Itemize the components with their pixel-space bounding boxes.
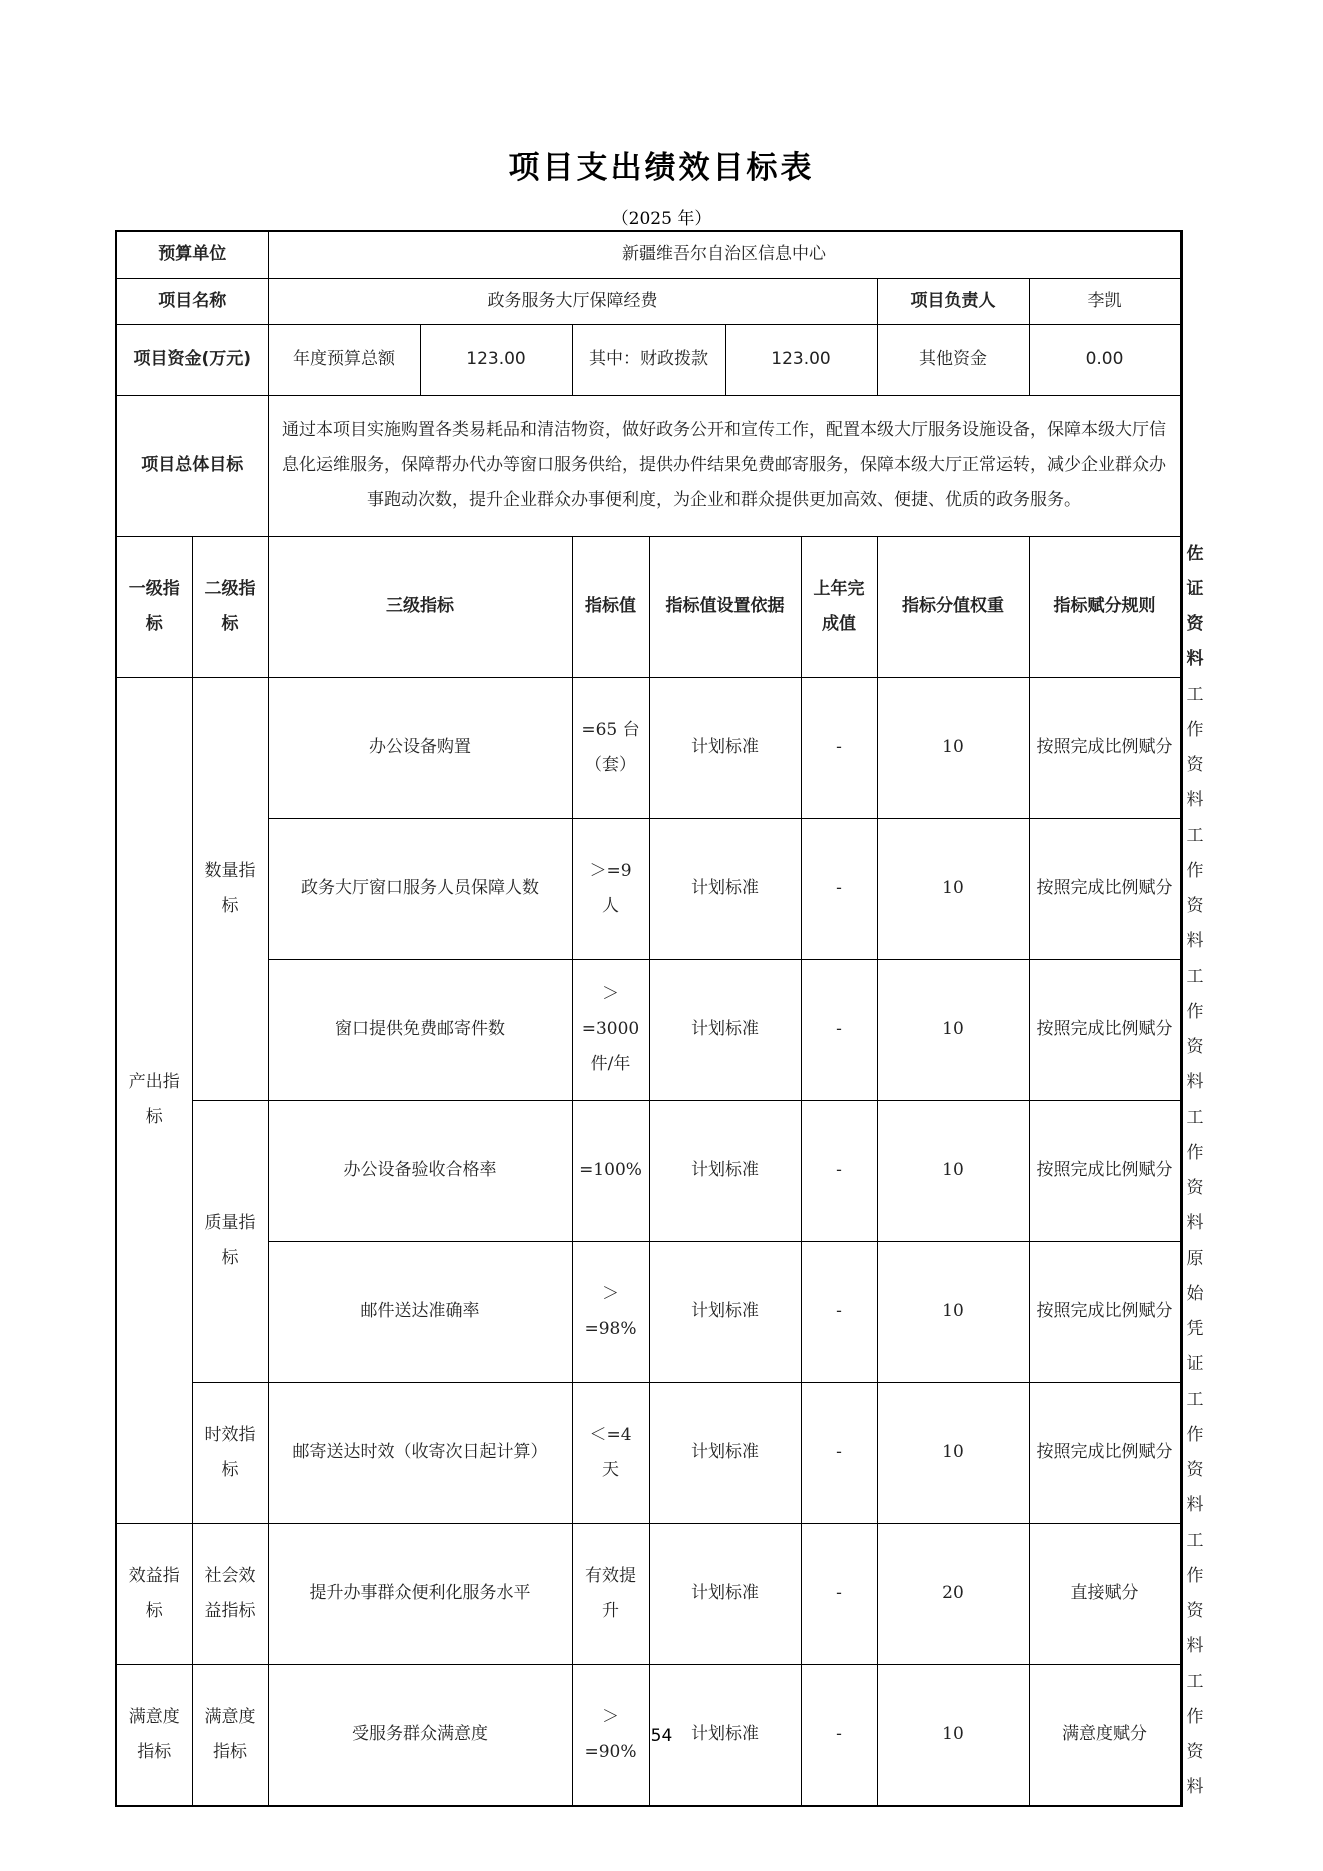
basis-cell: 计划标准 — [649, 1523, 801, 1664]
last-year-cell: - — [801, 818, 877, 959]
value-cell: ＞ =98% — [572, 1241, 649, 1382]
col-level3-header: 三级指标 — [268, 536, 572, 677]
group-timeliness: 时效指标 — [192, 1382, 268, 1523]
indicator-cell: 邮寄送达时效（收寄次日起计算） — [268, 1382, 572, 1523]
page-number: 54 — [650, 1726, 673, 1746]
col-basis-header: 指标值设置依据 — [649, 536, 801, 677]
value-cell: 有效提升 — [572, 1523, 649, 1664]
project-name-label: 项目名称 — [116, 278, 268, 324]
project-funds-row — [116, 324, 1182, 395]
budget-unit-value: 新疆维吾尔自治区信息中心 — [268, 231, 1180, 278]
rule-cell: 按照完成比例赋分 — [1029, 1100, 1180, 1241]
rule-cell: 直接赋分 — [1029, 1523, 1180, 1664]
project-funds-label: 项目资金(万元) — [116, 324, 268, 395]
overall-goal-row — [116, 395, 1182, 536]
value-cell: ＞=9 人 — [572, 818, 649, 959]
value-cell: =65 台（套） — [572, 677, 649, 818]
evidence-cell: 工作资料 — [1180, 677, 1182, 818]
group-satisfaction-l1: 满意度指标 — [116, 1664, 192, 1806]
other-funds-value: 0.00 — [1029, 324, 1180, 395]
rule-cell: 按照完成比例赋分 — [1029, 818, 1180, 959]
basis-cell: 计划标准 — [649, 1382, 801, 1523]
table-row — [116, 1100, 1182, 1241]
document-title: 项目支出绩效目标表 — [508, 150, 815, 186]
basis-cell: 计划标准 — [649, 1664, 801, 1806]
col-level2-header: 二级指标 — [192, 536, 268, 677]
table-row — [116, 818, 1182, 959]
document-year: （2025 年） — [611, 209, 712, 229]
last-year-cell: - — [801, 959, 877, 1100]
rule-cell: 按照完成比例赋分 — [1029, 1382, 1180, 1523]
weight-cell: 10 — [877, 818, 1029, 959]
last-year-cell: - — [801, 1382, 877, 1523]
basis-cell: 计划标准 — [649, 818, 801, 959]
evidence-cell: 工作资料 — [1180, 1664, 1182, 1806]
evidence-cell: 工作资料 — [1180, 1523, 1182, 1664]
weight-cell: 10 — [877, 1664, 1029, 1806]
last-year-cell: - — [801, 1100, 877, 1241]
value-cell: ＞ =3000 件/年 — [572, 959, 649, 1100]
weight-cell: 10 — [877, 1100, 1029, 1241]
weight-cell: 10 — [877, 1241, 1029, 1382]
rule-cell: 按照完成比例赋分 — [1029, 959, 1180, 1100]
project-name-row — [116, 278, 1182, 324]
group-quality: 质量指标 — [192, 1100, 268, 1382]
annual-budget-label: 年度预算总额 — [268, 324, 420, 395]
col-weight-header: 指标分值权重 — [877, 536, 1029, 677]
overall-goal-text: 通过本项目实施购置各类易耗品和清洁物资，做好政务公开和宣传工作，配置本级大厅服务设施设备，保障本级大厅信息化运维服务，保障帮办代办等窗口服务供给，提供办件结果免费邮寄服务，保障本级大厅正常运转，减少企业群众办事跑动次数，提升企业群众办事便利度，为企业和群众提供更加高效、便捷、优质的政务服务。 — [268, 395, 1180, 536]
budget-unit-row — [116, 231, 1182, 278]
indicator-cell: 政务大厅窗口服务人员保障人数 — [268, 818, 572, 959]
last-year-cell: - — [801, 1664, 877, 1806]
evidence-cell: 工作资料 — [1180, 1382, 1182, 1523]
evidence-cell: 工作资料 — [1180, 818, 1182, 959]
table-row — [116, 677, 1182, 818]
last-year-cell: - — [801, 1523, 877, 1664]
indicator-cell: 办公设备购置 — [268, 677, 572, 818]
evidence-cell: 原始凭证 — [1180, 1241, 1182, 1382]
group-satisfaction-l2: 满意度指标 — [192, 1664, 268, 1806]
col-last-year-header: 上年完成值 — [801, 536, 877, 677]
value-cell: ＞ =90% — [572, 1664, 649, 1806]
value-cell: =100% — [572, 1100, 649, 1241]
group-benefit: 效益指标 — [116, 1523, 192, 1664]
evidence-cell: 工作资料 — [1180, 959, 1182, 1100]
group-quantity: 数量指标 — [192, 677, 268, 1100]
value-cell: ＜=4 天 — [572, 1382, 649, 1523]
col-evidence-header: 佐证资料 — [1180, 536, 1182, 677]
table-row — [116, 1382, 1182, 1523]
weight-cell: 10 — [877, 677, 1029, 818]
basis-cell: 计划标准 — [649, 959, 801, 1100]
weight-cell: 20 — [877, 1523, 1029, 1664]
group-social-benefit: 社会效益指标 — [192, 1523, 268, 1664]
indicator-cell: 办公设备验收合格率 — [268, 1100, 572, 1241]
rule-cell: 按照完成比例赋分 — [1029, 1241, 1180, 1382]
project-lead-label: 项目负责人 — [877, 278, 1029, 324]
column-header-row — [116, 536, 1182, 677]
indicator-cell: 邮件送达准确率 — [268, 1241, 572, 1382]
budget-unit-label: 预算单位 — [116, 231, 268, 278]
overall-goal-label: 项目总体目标 — [116, 395, 268, 536]
indicator-cell: 窗口提供免费邮寄件数 — [268, 959, 572, 1100]
last-year-cell: - — [801, 677, 877, 818]
indicator-cell: 提升办事群众便利化服务水平 — [268, 1523, 572, 1664]
evidence-cell: 工作资料 — [1180, 1100, 1182, 1241]
table-row — [116, 1241, 1182, 1382]
project-name-value: 政务服务大厅保障经费 — [268, 278, 877, 324]
group-output: 产出指标 — [116, 677, 192, 1523]
indicator-cell: 受服务群众满意度 — [268, 1664, 572, 1806]
col-level1-header: 一级指标 — [116, 536, 192, 677]
fiscal-funds-value: 123.00 — [725, 324, 877, 395]
rule-cell: 满意度赋分 — [1029, 1664, 1180, 1806]
annual-budget-value: 123.00 — [420, 324, 572, 395]
table-row — [116, 959, 1182, 1100]
table-row — [116, 1523, 1182, 1664]
last-year-cell: - — [801, 1241, 877, 1382]
basis-cell: 计划标准 — [649, 1241, 801, 1382]
basis-cell: 计划标准 — [649, 1100, 801, 1241]
basis-cell: 计划标准 — [649, 677, 801, 818]
col-value-header: 指标值 — [572, 536, 649, 677]
other-funds-label: 其他资金 — [877, 324, 1029, 395]
weight-cell: 10 — [877, 959, 1029, 1100]
project-lead-value: 李凯 — [1029, 278, 1180, 324]
fiscal-funds-label: 其中：财政拨款 — [572, 324, 725, 395]
performance-target-table — [115, 230, 1204, 1807]
rule-cell: 按照完成比例赋分 — [1029, 677, 1180, 818]
weight-cell: 10 — [877, 1382, 1029, 1523]
col-rule-header: 指标赋分规则 — [1029, 536, 1180, 677]
